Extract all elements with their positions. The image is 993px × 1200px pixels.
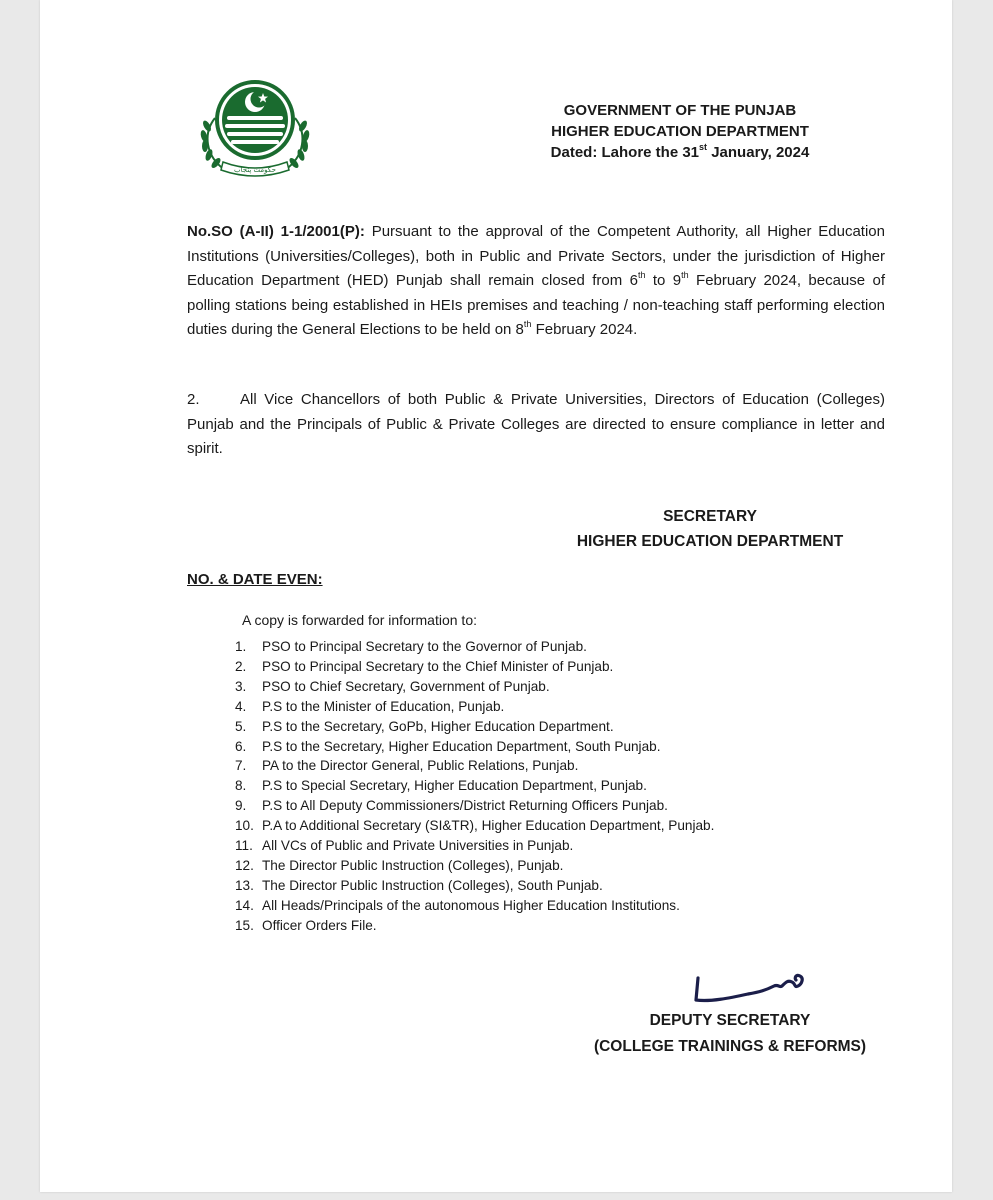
notification-paragraph: No.SO (A-II) 1-1/2001(P): Pursuant to the approval of the Competent Authority, all Higher Education Institutions (Universities/Colleges), both in Public and Private Sectors, under the jurisdiction of Higher Education Department (HED) Punjab shall remain closed from 6th to 9th February 2024, because of polling stations being established in HEIs premises and teaching / non-teaching staff performing election duties during the General Elections to be held on 8th February 2024. <box>187 223 885 338</box>
list-item: 5. P.S to the Secretary, GoPb, Higher Education Department. <box>235 718 614 734</box>
letterhead <box>480 100 880 163</box>
handwritten-signature-icon <box>690 964 815 1012</box>
date-even-heading: NO. & DATE EVEN: <box>187 571 323 588</box>
deputy-secretary-signatory <box>560 1008 900 1060</box>
document-page <box>40 0 952 1192</box>
secretary-signatory <box>540 504 880 554</box>
list-item: 7. PA to the Director General, Public Relations, Punjab. <box>235 758 579 774</box>
signatory-department: HIGHER EDUCATION DEPARTMENT <box>576 533 844 550</box>
list-item: 12. The Director Public Instruction (Colleges), Punjab. <box>235 857 564 873</box>
deputy-title: DEPUTY SECRETARY <box>649 1012 811 1029</box>
signatory-title: SECRETARY <box>663 508 757 525</box>
distribution-list <box>235 637 714 936</box>
copy-forwarded-intro: A copy is forwarded for information to: <box>242 612 477 628</box>
compliance-paragraph: 2. All Vice Chancellors of both Public & Private Universities, Directors of Education (Colleges) Punjab and the Principals of Public & Private Colleges are directed to ensure compliance in letter and spirit. <box>187 388 885 462</box>
list-item: 10. P.A to Additional Secretary (SI&TR), Higher Education Department, Punjab. <box>235 818 715 834</box>
list-item: 9. P.S to All Deputy Commissioners/District Returning Officers Punjab. <box>235 798 668 814</box>
deputy-office: (COLLEGE TRAININGS & REFORMS) <box>593 1038 867 1055</box>
list-item: 15. Officer Orders File. <box>235 917 377 933</box>
department-title: HIGHER EDUCATION DEPARTMENT <box>551 123 809 140</box>
list-item: 1. PSO to Principal Secretary to the Governor of Punjab. <box>235 639 587 654</box>
punjab-government-emblem-icon <box>193 78 317 184</box>
list-item: 4. P.S to the Minister of Education, Punjab. <box>235 698 505 714</box>
reference-number: No.SO (A-II) 1-1/2001(P): <box>187 223 365 240</box>
list-item: 2. PSO to Principal Secretary to the Chief Minister of Punjab. <box>235 658 614 674</box>
list-item: 11. All VCs of Public and Private Universities in Punjab. <box>235 838 574 854</box>
document-date: Dated: Lahore the 31st January, 2024 <box>550 142 810 161</box>
list-item: 6. P.S to the Secretary, Higher Education Department, South Punjab. <box>235 738 661 754</box>
list-item: 8. P.S to Special Secretary, Higher Education Department, Punjab. <box>235 778 647 794</box>
government-title: GOVERNMENT OF THE PUNJAB <box>563 102 797 119</box>
emblem-urdu-text: حکومت پنجاب <box>234 166 276 174</box>
list-item: 13. The Director Public Instruction (Colleges), South Punjab. <box>235 877 603 893</box>
list-item: 14. All Heads/Principals of the autonomous Higher Education Institutions. <box>235 897 680 913</box>
list-item: 3. PSO to Chief Secretary, Government of Punjab. <box>235 678 550 694</box>
paragraph-number: 2. <box>187 391 200 408</box>
